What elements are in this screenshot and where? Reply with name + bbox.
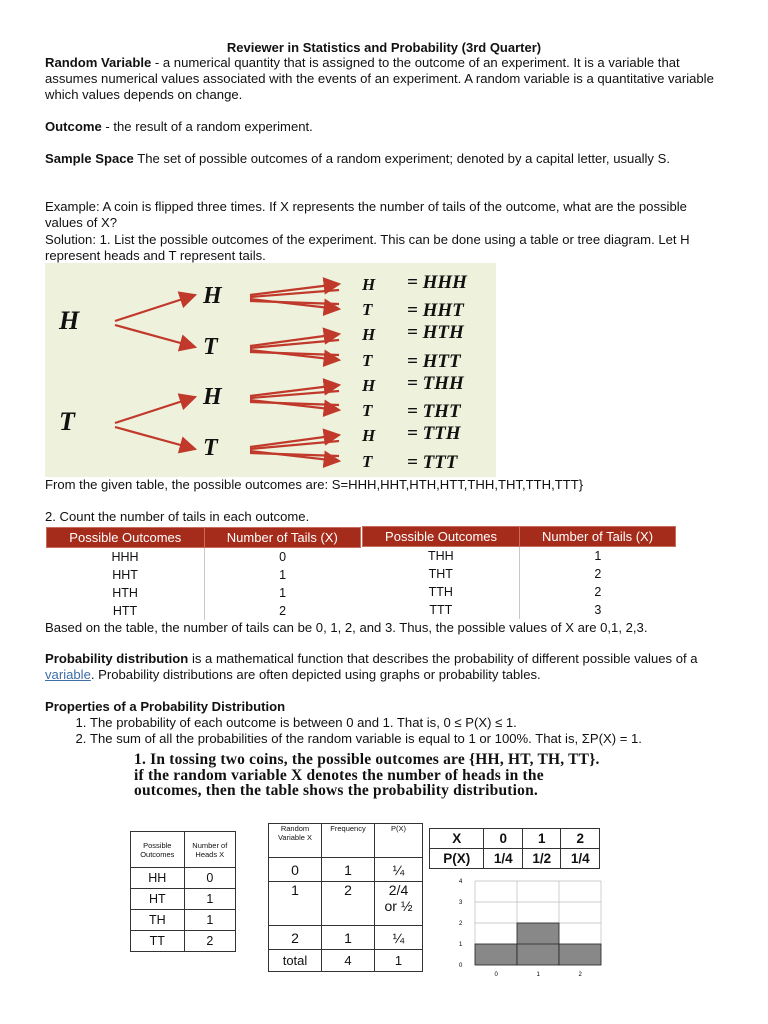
tree-third-toss-T: T bbox=[362, 351, 373, 370]
tree-first-toss-H: H bbox=[59, 306, 80, 335]
coin-example-question: 1. In tossing two coins, the possible outcomes are {HH, HT, TH, TT}. if the random variable X denotes the number of heads in the outcomes, then the table shows the probability distribution. bbox=[134, 751, 600, 799]
table-row: HH 0 bbox=[131, 868, 236, 889]
tree-second-toss-H: H bbox=[203, 283, 222, 309]
table-row: HHH 0 bbox=[47, 548, 361, 567]
column-header: Possible Outcomes bbox=[363, 527, 520, 547]
bar-2 bbox=[559, 944, 601, 965]
table-row: THT 2 bbox=[363, 565, 676, 583]
y-tick-label: 4 bbox=[459, 879, 463, 885]
column-header: Frequency bbox=[322, 824, 375, 858]
table-row: TTT 3 bbox=[363, 601, 676, 619]
term-outcome: Outcome bbox=[45, 119, 102, 134]
column-header: Number of Heads X bbox=[184, 832, 235, 868]
tails-table-right bbox=[362, 526, 676, 619]
properties-heading: Properties of a Probability Distribution bbox=[45, 699, 286, 714]
tree-outcome: = TTT bbox=[407, 452, 458, 473]
term-probability-distribution: Probability distribution bbox=[45, 651, 189, 666]
frequency-table: Random Variable X Frequency P(X) 0 1 ¼ 1 2 2/4 or ½ 2 1 ¼ total 4 1 bbox=[268, 823, 423, 972]
tree-second-toss-H: H bbox=[203, 384, 222, 410]
sample-space-text: The set of possible outcomes of a random experiment; denoted by a capital letter, usually S. bbox=[133, 151, 670, 166]
x-tick-label: 1 bbox=[536, 972, 540, 978]
variable-link[interactable]: variable bbox=[45, 667, 91, 682]
column-header: Number of Tails (X) bbox=[204, 528, 360, 548]
tree-outcome: = TTH bbox=[407, 423, 461, 444]
outcome-text: - the result of a random experiment. bbox=[101, 119, 313, 134]
list-item: 2. The sum of all the probabilities of the random variable is equal to 1 or 100%. That is, ΣP(X) = 1. bbox=[90, 731, 768, 747]
term-sample-space: Sample Space bbox=[45, 151, 134, 166]
tree-third-toss-H: H bbox=[362, 376, 376, 395]
tree-third-toss-T: T bbox=[362, 401, 373, 420]
tree-outcome: = THT bbox=[407, 401, 461, 422]
table-row: HHT 1 bbox=[47, 566, 361, 584]
column-header: Possible Outcomes bbox=[131, 832, 185, 868]
random-variable-definition bbox=[45, 55, 725, 103]
possible-outcomes-line: From the given table, the possible outcomes are: S=HHH,HHT,HTH,HTT,THH,THT,TTH,TTT} bbox=[45, 477, 584, 492]
y-tick-label: 0 bbox=[459, 963, 463, 969]
table-row: HT 1 bbox=[131, 889, 236, 910]
step-two: 2. Count the number of tails in each outcome. bbox=[45, 509, 310, 524]
tree-second-toss-T: T bbox=[203, 334, 218, 360]
table-row: HTH 1 bbox=[47, 584, 361, 602]
tree-third-toss-H: H bbox=[362, 426, 376, 445]
tree-third-toss-H: H bbox=[362, 325, 376, 344]
y-tick-label: 1 bbox=[459, 942, 463, 948]
tree-second-toss-T: T bbox=[203, 435, 218, 461]
based-on-table-line: Based on the table, the number of tails can be 0, 1, 2, and 3. Thus, the possible values of X are 0,1, 2,3. bbox=[45, 620, 648, 635]
column-header: Number of Tails (X) bbox=[520, 527, 676, 547]
tree-outcome: = THH bbox=[407, 373, 464, 394]
tree-third-toss-T: T bbox=[362, 300, 373, 319]
y-tick-label: 2 bbox=[459, 921, 463, 927]
x-tick-label: 2 bbox=[578, 972, 582, 978]
bar-0 bbox=[475, 944, 517, 965]
tree-diagram bbox=[45, 263, 496, 477]
table-row: HTT 2 bbox=[47, 602, 361, 620]
term-random-variable: Random Variable bbox=[45, 55, 152, 70]
table-row: TT 2 bbox=[131, 931, 236, 952]
tree-outcome: = HTH bbox=[407, 322, 464, 343]
tree-outcome: = HHH bbox=[407, 272, 467, 293]
tree-outcome: = HTT bbox=[407, 351, 461, 372]
random-variable-text: - a numerical quantity that is assigned to the outcome of an experiment. It is a variable that assumes numerical values associated with the events of an experiment. A random variable is a quantitative variable which values depends on change. bbox=[45, 55, 714, 102]
column-header: P(X) bbox=[375, 824, 423, 858]
sample-space-definition bbox=[45, 151, 725, 167]
coin-example-figure bbox=[125, 748, 605, 985]
tree-first-toss-T: T bbox=[59, 407, 75, 436]
outcome-definition bbox=[45, 119, 725, 135]
example-solution: Solution: 1. List the possible outcomes of the experiment. This can be done using a table or tree diagram. Let H represent heads and T represent tails. bbox=[45, 232, 690, 263]
table-row: TTH 2 bbox=[363, 583, 676, 601]
table-row: THH 1 bbox=[363, 547, 676, 566]
tree-third-toss-H: H bbox=[362, 275, 376, 294]
tails-table-left bbox=[46, 527, 361, 620]
column-header: Random Variable X bbox=[269, 824, 322, 858]
heads-table bbox=[130, 831, 236, 952]
example-question: Example: A coin is flipped three times. If X represents the number of tails of the outcome, what are the possible values of X? bbox=[45, 199, 687, 230]
column-header: Possible Outcomes bbox=[47, 528, 205, 548]
y-tick-label: 3 bbox=[459, 900, 463, 906]
x-tick-label: 0 bbox=[494, 972, 498, 978]
properties-list bbox=[45, 715, 768, 747]
distribution-table: X 0 1 2 P(X) 1/4 1/2 1/4 bbox=[429, 828, 600, 869]
tree-outcome: = HHT bbox=[407, 300, 464, 321]
table-row: TH 1 bbox=[131, 910, 236, 931]
list-item: 1. The probability of each outcome is between 0 and 1. That is, 0 ≤ P(X) ≤ 1. bbox=[90, 715, 768, 731]
page-title: Reviewer in Statistics and Probability (3rd Quarter) bbox=[226, 40, 542, 55]
probability-bar-chart bbox=[455, 873, 603, 983]
tree-third-toss-T: T bbox=[362, 452, 373, 471]
probability-distribution-definition: Probability distribution is a mathematical function that describes the probability of different possible values of a variable. Probability distributions are often depicted using graphs or probability tables. bbox=[45, 651, 698, 682]
